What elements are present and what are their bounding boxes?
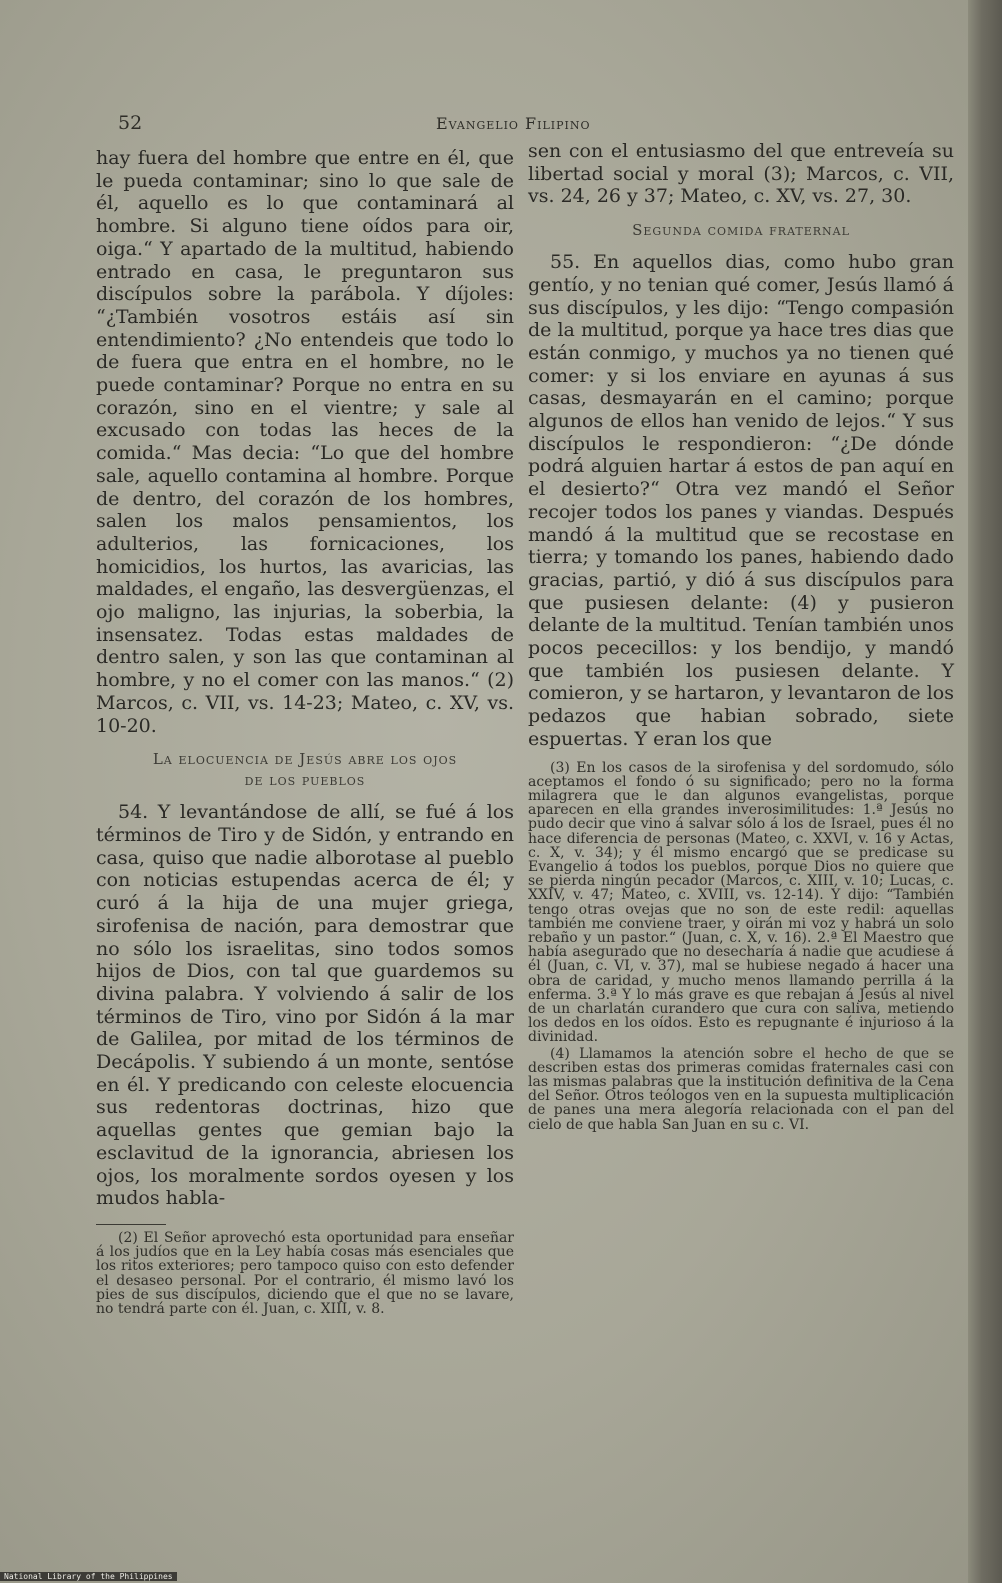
section-title-line-2: de los pueblos <box>244 771 366 790</box>
left-column <box>96 147 514 1316</box>
footnote-2: (2) El Señor aprovechó esta oportunidad para enseñar á los judíos que en la Ley había cosas más esenciales que los ritos exteriores; pero tampoco quiso con esto defender el desaseo personal. Por el contrario, él mismo lavó los pies de sus discípulos, diciendo que el que no se lavare, no tendrá parte con él. Juan, c. XIII, v. 8. <box>96 1229 514 1317</box>
footnote-3: (3) En los casos de la sirofenisa y del sordomudo, sólo aceptamos el fondo ó su significado; pero no la forma milagrera que le dan algunos evangelistas, porque aparecen en ella grandes inverosimilitudes: 1.ª Jesús no pudo decir que vino á salvar sólo á los de Israel, pues él no hace diferencia de personas (Mateo, c. XXVI, v. 16 y Actas, c. X, v. 34); y él mismo encargó que se predicase su Evangelio á todos los pueblos, porque Dios no quiere que se pierda ningún pecador (Marcos, c. XIII, v. 10; Lucas, c. XXIV, v. 47; Mateo, c. XVIII, vs. 12-14). Y dijo: “También tengo otras ovejas que no son de este redil: aquellas también me conviene traer, y oirán mi voz y habrá un solo rebaño y un pastor.“ (Juan, c. X, v. 16). 2.ª El Maestro que había asegurado que no desecharía á nadie que acudiese á él (Juan, c. VI, v. 37), mal se hubiese negado á hacer una obra de caridad, y mucho menos llamando perrilla á la enferma. 3.ª Y lo más grave es que rebajan á Jesús al nivel de un charlatán curandero que cura con saliva, metiendo los dedos en los oídos. Esto es repugnante é injurioso á la divinidad. <box>528 759 954 1046</box>
footnote-4: (4) Llamamos la atención sobre el hecho de que se describen estas dos primeras comidas fraternales casi con las mismas palabras que la institución definitiva de la Cena del Señor. Otros teólogos ven en la supuesta multiplicación de panes una mera alegoría relacionada con el pan del cielo de que habla San Juan en su c. VI. <box>528 1045 954 1133</box>
page-header <box>118 112 968 136</box>
section-title-eloquence <box>96 749 514 791</box>
footnote-rule <box>96 1224 166 1225</box>
section-title-second-meal: Segunda comida fraternal <box>632 221 850 240</box>
page-edge <box>968 0 1002 1583</box>
page-number: 52 <box>118 112 143 134</box>
library-stamp: National Library of the Philippines <box>0 1572 177 1581</box>
running-title: Evangelio Filipino <box>436 114 591 133</box>
right-paragraph-2: 55. En aquellos dias, como hubo gran gentío, y no tenian qué comer, Jesús llamó á sus discípulos, y les dijo: “Tengo compasión de la multitud, porque ya hace tres dias que están conmigo, y muchos ya no tienen qué comer: y si los enviare en ayunas á sus casas, desmayarán en el camino; porque algunos de ellos han venido de lejos.“ Y sus discípulos le respondieron: “¿De dónde podrá alguien hartar á estos de pan aquí en el desierto?“ Otra vez mandó el Señor recojer todos los panes y viandas. Después mandó á la multitud que se recostase en tierra; y tomando los panes, habiendo dado gracias, partió, y dió á sus discípulos para que pusiesen delante: (4) y pusieron delante de la multitud. Tenían también unos pocos pececillos: y los bendijo, y mandó que también los pusiesen delante. Y comieron, y se hartaron, y levantaron de los pedazos que habian sobrado, siete espuertas. Y eran los que <box>528 251 954 750</box>
left-paragraph-1: hay fuera del hombre que entre en él, que le pueda contaminar; sino lo que sale de él, aquello es lo que contaminará al hombre. Si alguno tiene oídos para oir, oiga.“ Y apartado de la multitud, habiendo entrado en casa, le preguntaron sus discípulos sobre la parábola. Y díjoles: “¿También vosotros estáis así sin entendimiento? ¿No entendeis que todo lo de fuera que entra en el hombre, no le puede contaminar? Porque no entra en su corazón, sino en el vientre; y sale al excusado con todas las heces de la comida.“ Mas decia: “Lo que del hombre sale, aquello contamina al hombre. Porque de dentro, del corazón de los hombres, salen los malos pensamientos, los adulterios, las fornicaciones, los homicidios, los hurtos, las avaricias, las maldades, el engaño, las desvergüenzas, el ojo maligno, las injurias, la soberbia, la insensatez. Todas estas maldades de dentro salen, y son las que contaminan al hombre, y no el comer con las manos.“ (2) Marcos, c. VII, vs. 14-23; Mateo, c. XV, vs. 10-20. <box>96 147 514 737</box>
right-column <box>528 140 954 1132</box>
section-title-line-1: La elocuencia de Jesús abre los ojos <box>152 750 458 769</box>
right-paragraph-1: sen con el entusiasmo del que entreveía su libertad social y moral (3); Marcos, c. VII, vs. 24, 26 y 37; Mateo, c. XV, vs. 27, 30. <box>528 140 954 208</box>
left-paragraph-2: 54. Y levantándose de allí, se fué á los términos de Tiro y de Sidón, y entrando en casa, quiso que nadie alborotase al pueblo con noticias estupendas acerca de él; y curó á la hija de una mujer griega, sirofenisa de nación, para demostrar que no sólo los israelitas, sino todos somos hijos de Dios, con tal que guardemos su divina palabra. Y volviendo á salir de los términos de Tiro, vino por Sidón á la mar de Galilea, por mitad de los términos de Decápolis. Y subiendo á un monte, sentóse en él. Y predicando con celeste elocuencia sus redentoras doctrinas, hizo que aquellas gentes que gemian bajo la esclavitud de la ignorancia, abriesen los ojos, los moralmente sordos oyesen y los mudos habla- <box>96 801 514 1210</box>
